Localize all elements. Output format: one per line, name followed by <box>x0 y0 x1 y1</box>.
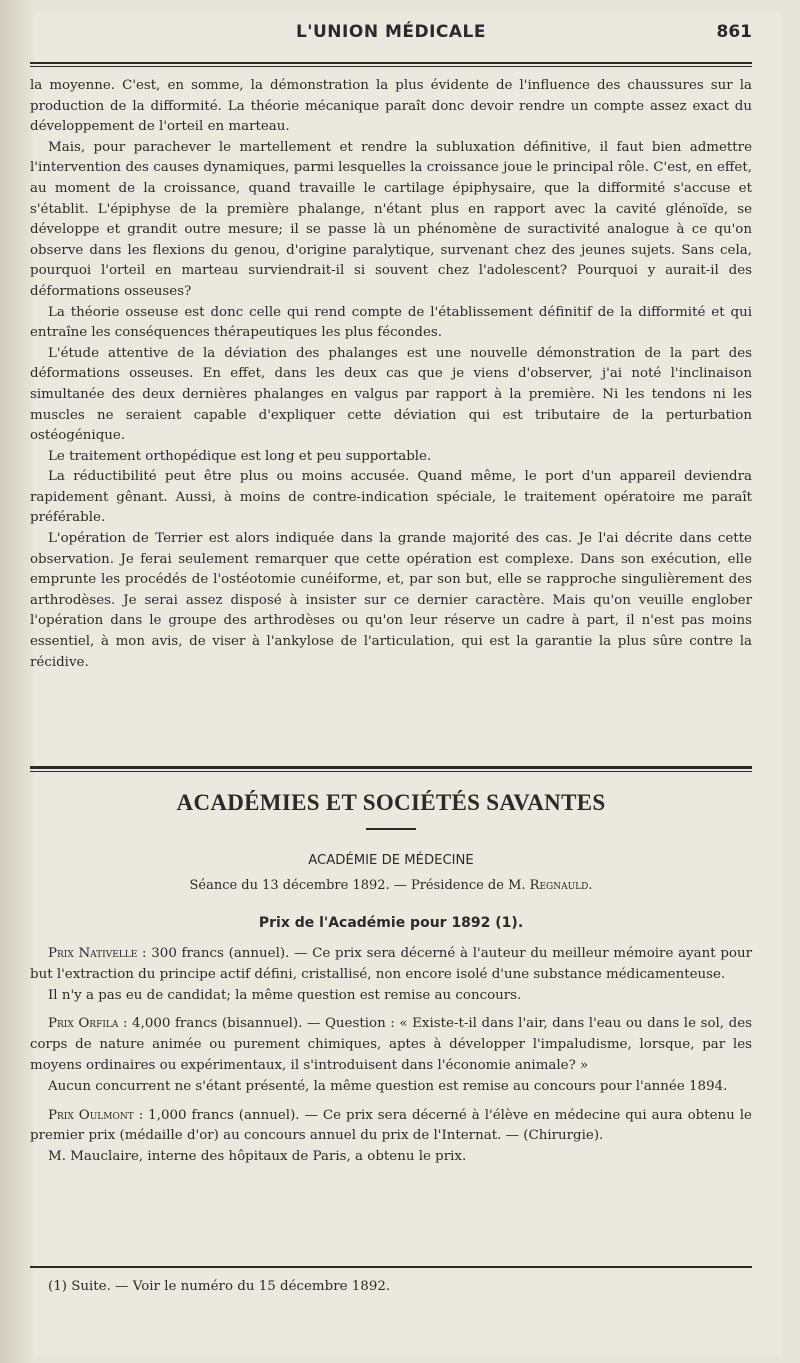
prize-paragraph <box>30 1147 752 1168</box>
header-rule-thin <box>30 66 752 67</box>
section-divider-thin <box>30 771 752 772</box>
prize-paragraph <box>30 1077 752 1098</box>
prize-heading: Prix de l'Académie pour 1892 (1). <box>258 915 524 931</box>
subsection-title: ACADÉMIE DE MÉDECINE <box>308 853 474 868</box>
prize-paragraph <box>30 1014 752 1076</box>
section-title: ACADÉMIES ET SOCIÉTÉS SAVANTES <box>176 790 606 815</box>
page-header <box>30 22 752 50</box>
prize-paragraph <box>30 944 752 986</box>
prize-description: : 4,000 francs (bisannuel). — Question : « Existe-t-il dans l'air, dans l'eau ou dans le sol, des corps de nature animée ou purement chimiques, aptes à développer l'impaludisme, lorsque, par les moyens ordinaires ou expérimentaux, il s'introduisent dans l'économie animale? » <box>30 1016 752 1073</box>
prize-description: : 1,000 francs (annuel). — Ce prix sera décerné à l'élève en médecine qui aura obtenu le premier prix (médaille d'or) au concours annuel du prix de l'Internat. — (Chirurgie). <box>30 1107 752 1144</box>
body-paragraph: L'étude attentive de la déviation des phalanges est une nouvelle démonstration de la part des déformations osseuses. En effet, dans les deux cas que je viens d'observer, j'ai noté l'inclinaison simultanée des deux dernières phalanges en valgus par rapport à la première. Ni les tendons ni les muscles ne seraient capable d'expliquer cette déviation qui est tributaire de la perturbation ostéogénique. <box>30 345 752 444</box>
page-number: 861 <box>716 22 752 42</box>
body-paragraph: Mais, pour parachever le martellement et rendre la subluxation définitive, il faut bien admettre l'intervention des causes dynamiques, parmi lesquelles la croissance joue le principal rôle. C'est, en effet, au moment de la croissance, quand travaille le cartilage épiphysaire, que la difformité s'accuse et s'établit. L'épiphyse de la première phalange, n'étant plus en rapport avec la cavité glénoïde, se développe et grandit outre mesure; il se passe là un phénomène de suractivité analogue à ce qu'on observe dans les flexions du genou, d'origine paralytique, survenant chez des jeunes sujets. Sans cela, pourquoi l'orteil en marteau surviendrait-il si souvent chez l'adolescent? Pourquoi y aurait-il des déformations osseuses? <box>30 139 752 299</box>
body-paragraph: la moyenne. C'est, en somme, la démonstration la plus évidente de l'influence des chaussures sur la production de la difformité. La théorie mécanique paraît donc devoir rendre un compte assez exact du développement de l'orteil en marteau. <box>30 78 752 135</box>
session-president: Regnauld. <box>529 878 593 893</box>
prize-name: Prix Orfila <box>48 1016 119 1032</box>
body-paragraph: L'opération de Terrier est alors indiquée dans la grande majorité des cas. Je l'ai décrite dans cette observation. Je ferai seulement remarquer que cette opération est complexe. Dans son exécution, elle emprunte les procédés de l'ostéotomie cunéiforme, et, par son but, elle se rapproche singulièrement des arthrodèses. Je serai assez disposé à insister sur ce dernier caractère. Mais qu'on veuille englober l'opération dans le groupe des arthrodèses ou qu'on leur réserve un cadre à part, il n'est pas moins essentiel, à mon avis, de viser à l'ankylose de l'articulation, qui est la garantie la plus sûre contre la récidive. <box>30 531 752 670</box>
page-binding-shadow <box>0 0 34 1363</box>
prize-paragraph <box>30 1106 752 1148</box>
body-paragraph: Le traitement orthopédique est long et peu supportable. <box>48 448 432 464</box>
prize-description: M. Mauclaire, interne des hôpitaux de Paris, a obtenu le prix. <box>48 1149 467 1165</box>
prize-list <box>30 944 752 1168</box>
prize-paragraph <box>30 986 752 1007</box>
section-divider <box>30 766 752 769</box>
body-paragraph: La théorie osseuse est donc celle qui rend compte de l'établissement définitif de la difformité et qui entraîne les conséquences thérapeutiques les plus fécondes. <box>30 304 752 341</box>
prize-description: : 300 francs (annuel). — Ce prix sera décerné à l'auteur du meilleur mémoire ayant pour but l'extraction du principe actif défini, cristallisé, non encore isolé d'une substance médicamenteuse. <box>30 946 752 982</box>
prize-name: Prix Oulmont <box>48 1107 134 1123</box>
prize-name: Prix Nativelle <box>48 946 138 961</box>
session-line <box>30 878 752 893</box>
footnote-rule <box>30 1266 752 1268</box>
body-paragraph: La réductibilité peut être plus ou moins accusée. Quand même, le port d'un appareil deviendra rapidement gênant. Aussi, à moins de contre-indication spéciale, le traitement opératoire me paraît préférable. <box>30 469 752 526</box>
prize-description: Il n'y a pas eu de candidat; la même question est remise au concours. <box>48 987 522 1003</box>
article-body <box>30 76 752 673</box>
running-title: L'UNION MÉDICALE <box>295 22 487 42</box>
session-text: Séance du 13 décembre 1892. — Présidence de M. <box>189 878 530 893</box>
title-underline <box>366 828 416 830</box>
header-rule <box>30 62 752 64</box>
footnote: (1) Suite. — Voir le numéro du 15 décembre 1892. <box>48 1279 391 1294</box>
prize-description: Aucun concurrent ne s'étant présenté, la même question est remise au concours pour l'année 1894. <box>48 1078 728 1094</box>
